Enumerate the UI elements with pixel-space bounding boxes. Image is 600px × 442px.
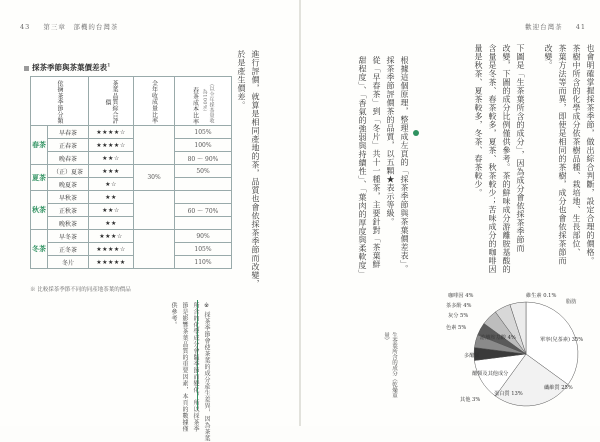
pie-label: 色素 5% <box>446 325 467 331</box>
season-cell: 秋茶 <box>31 191 48 230</box>
table-row <box>31 139 232 152</box>
quality-stars-cell: ★★☆ <box>89 204 134 217</box>
tea-name-cell: 早冬茶 <box>48 230 89 243</box>
table-row <box>31 178 232 191</box>
body-text-column: 茶樹中所含的化學成分依茶樹品種、栽培地、生長部位、 <box>572 44 581 257</box>
table-row <box>31 243 232 256</box>
body-text-column: 於是產生價差。 <box>237 50 246 110</box>
table-note: ※ 比較採茶季節不同的同產地茶葉的價品 <box>30 287 131 293</box>
quality-stars-cell: ★★☆ <box>89 152 134 165</box>
pie-chart-svg <box>376 292 594 410</box>
side-note-column: ※ 採茶季節會使茶葉的成分產生差異，因為茶葉 <box>203 302 210 442</box>
table-row <box>31 230 232 243</box>
quality-stars-cell: ★★★☆ <box>89 230 134 243</box>
season-cell: 冬茶 <box>31 230 48 269</box>
quality-stars-cell: ★★★ <box>89 165 134 178</box>
tea-name-cell: 晚春茶 <box>48 152 89 165</box>
pie-label: 脂肪 <box>566 299 577 305</box>
header-season: 依摘茶季節分類 <box>31 77 89 126</box>
left-page-header <box>20 22 118 31</box>
tea-name-cell: 早秋茶 <box>48 191 89 204</box>
cost-ratio-cell: 105% <box>175 243 232 256</box>
left-page <box>0 0 299 442</box>
table-row <box>31 165 232 178</box>
cost-ratio-cell: 50% <box>175 165 232 178</box>
pie-label: 茶多酚 4% <box>446 303 472 309</box>
bullet-icon <box>24 66 29 71</box>
table-title: 採茶季節與茶葉價差表$^1$ <box>24 62 110 73</box>
harvest-ratio-cell <box>134 191 175 230</box>
side-note-column: 供參考。 <box>170 302 177 328</box>
tea-name-cell: 晚夏茶 <box>48 178 89 191</box>
body-text-column: 含量是冬茶、春茶較多，夏茶、秋茶較少；苦味成分的咖啡因 <box>488 44 497 274</box>
tea-name-cell: 正秋茶 <box>48 204 89 217</box>
tea-name-cell: 晚秋茶 <box>48 217 89 230</box>
body-text-column: 進行評價，就算是相同產地的茶，品質也會依採茶季節而改變， <box>251 50 260 288</box>
quality-stars-cell: ★★ <box>89 217 134 230</box>
header-cost-sub: （以全年採茶量收為100%） <box>201 81 215 124</box>
body-text-column: 根據這個原理，整理成左頁的「採茶季節與茶葉價差表」。 <box>400 56 409 273</box>
tea-name-cell: （正）夏茶 <box>48 165 89 178</box>
table-row <box>31 256 232 269</box>
quality-stars-cell: ★☆ <box>89 178 134 191</box>
page-number: 41 <box>575 23 586 31</box>
quality-stars-cell: ★★ <box>89 191 134 204</box>
season-cell: 春茶 <box>31 126 48 165</box>
pie-label: 灰分 5% <box>448 313 469 319</box>
cost-ratio-cell: 105% <box>175 126 232 139</box>
tea-price-table <box>30 76 232 269</box>
tea-name-cell: 正冬茶 <box>48 243 89 256</box>
tea-name-cell: 早春茶 <box>48 126 89 139</box>
quality-stars-cell: ★★★★☆ <box>89 139 134 152</box>
footnote-ref: 1 <box>107 62 111 69</box>
cost-ratio-cell: 80 ～ 90% <box>175 152 232 165</box>
table-row <box>31 217 232 230</box>
side-note-column: 節是影響茶葉品質的重要因素，本頁的數據僅 <box>181 302 188 432</box>
harvest-ratio-cell <box>134 126 175 165</box>
pie-label: 多醣類 <box>464 353 480 359</box>
running-head: 歡迎台灣茶 <box>525 23 563 31</box>
cost-ratio-cell: 110% <box>175 256 232 269</box>
side-note-column: 所含的化學成分會隨季節而變化，所以採茶季 <box>192 302 199 432</box>
right-page-header <box>525 22 586 31</box>
cost-ratio-cell: 90% <box>175 230 232 243</box>
cost-ratio-cell <box>175 191 232 204</box>
table-header-row <box>31 77 232 126</box>
cost-ratio-cell <box>175 217 232 230</box>
pie-label: 其他 3% <box>460 397 481 403</box>
body-text-column: 採茶季節評價茶的品質，以五顆★表示等級。 <box>386 56 395 226</box>
body-text-column: 改變，下圖的成分比例僅供參考。茶的鮮味成分游離胺基酸的 <box>502 44 511 274</box>
running-head: 第三章 部機的台灣茶 <box>43 23 119 31</box>
header-cost-ratio: 春茶成本比率 （以全年採茶量收為100%） <box>175 77 232 126</box>
pie-label: 醣類及其他成分 <box>472 371 509 377</box>
tea-name-cell: 冬片 <box>48 256 89 269</box>
tea-composition-chart <box>376 292 594 410</box>
body-text-column: 量是秋茶、夏茶較多，冬茶、春茶較少。 <box>474 44 483 197</box>
body-text-column: 也會明確掌握採茶季節，做出綜合判斷，設定合理的價格。 <box>586 44 595 265</box>
pie-label: 蛋白質 13% <box>494 391 523 397</box>
pie-label: 維生素 0.1% <box>526 293 557 299</box>
table-row <box>31 152 232 165</box>
quality-stars-cell: ★★★★★ <box>89 256 134 269</box>
body-text-column: 從「早春茶」到「冬片」共十一種茶，主要針對「茶葉鮮 <box>372 56 381 269</box>
body-text-column: 下圖是「生茶葉所含的成分」，因為成分會依採茶季節而 <box>516 44 525 253</box>
table-row <box>31 191 232 204</box>
season-cell: 夏茶 <box>31 165 48 191</box>
cost-ratio-cell <box>175 178 232 191</box>
table-row <box>31 204 232 217</box>
harvest-ratio-cell <box>134 230 175 269</box>
cost-ratio-cell: 60 ～ 70% <box>175 204 232 217</box>
quality-stars-cell: ★★★★☆ <box>89 126 134 139</box>
body-text-column: 改變。 <box>544 44 553 70</box>
pie-label: 纖維質 25% <box>544 385 573 391</box>
table-row <box>31 126 232 139</box>
header-quality: 茶葉品質綜合評價 <box>89 77 134 126</box>
pie-label: 咖啡因 4% <box>448 293 474 299</box>
body-text-column: 甜程度」、「香氣的強弱與持續性」、「葉肉的厚度與柔軟度」 <box>358 56 367 278</box>
header-harvest-ratio: 全年收成量比率 <box>134 77 175 126</box>
harvest-ratio-cell: 30% <box>134 165 175 191</box>
tea-name-cell: 正春茶 <box>48 139 89 152</box>
body-text-column: 茶葉方法等而異，即使是相同的茶樹，成分也會依採茶節而 <box>558 44 567 265</box>
page-number: 43 <box>20 23 31 31</box>
quality-stars-cell: ★★★★☆ <box>89 243 134 256</box>
pie-label: 游離胺基酸 4% <box>480 335 516 341</box>
cost-ratio-cell: 100% <box>175 139 232 152</box>
section-dot-icon <box>413 130 419 136</box>
pie-caption: 生茶葉所含的成分（乾燥重量） <box>383 332 397 398</box>
pie-label: 單寧(兒茶素) 35% <box>540 337 584 343</box>
